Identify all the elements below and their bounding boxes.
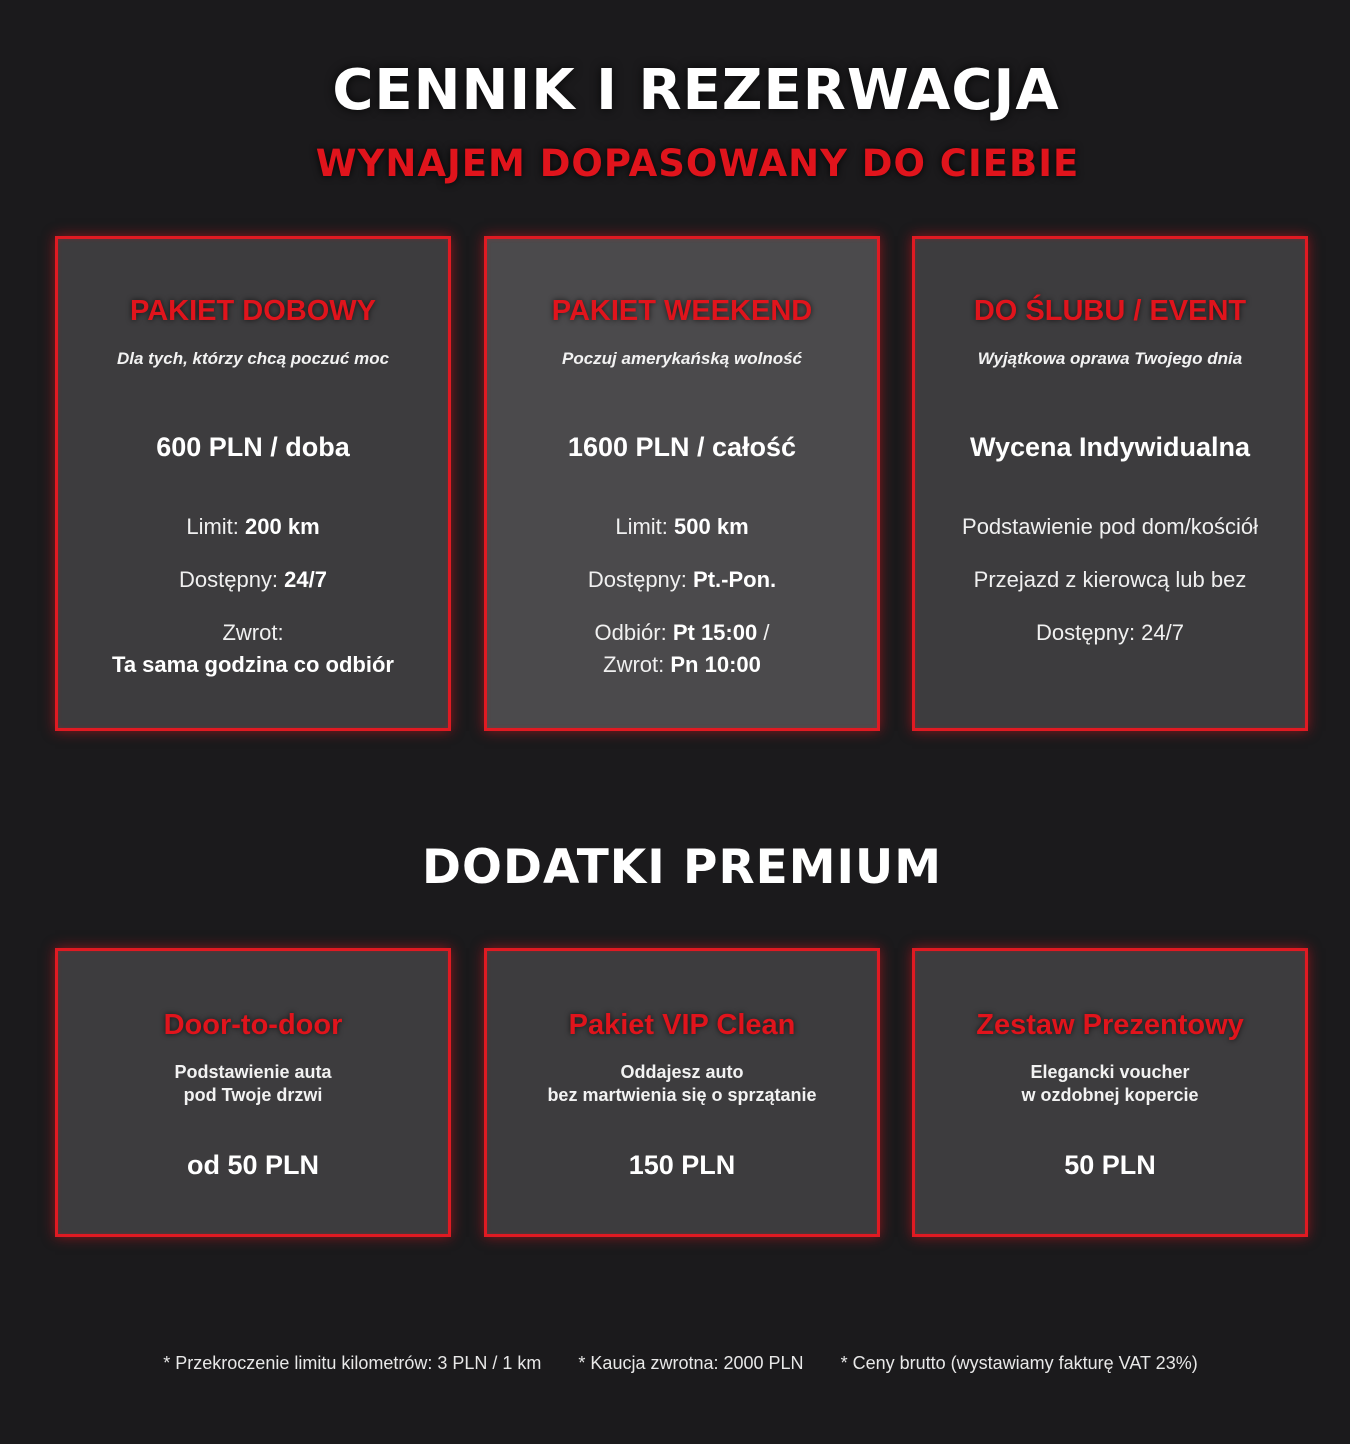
addon-desc-line: w ozdobnej kopercie	[1021, 1085, 1199, 1105]
limit-row	[487, 511, 877, 543]
addon-card-door-to-door	[55, 948, 451, 1237]
package-card-weekend	[484, 236, 880, 731]
addon-desc-line: Elegancki voucher	[1030, 1062, 1190, 1082]
package-details	[915, 511, 1305, 670]
package-tagline: Dla tych, którzy chcą poczuć moc	[116, 349, 390, 368]
addon-card-gift-set	[912, 948, 1308, 1237]
addon-description	[58, 1061, 448, 1107]
addon-desc-line: pod Twoje drzwi	[183, 1085, 323, 1105]
addon-title: Zestaw Prezentowy	[976, 1009, 1244, 1041]
addon-description	[487, 1061, 877, 1107]
limit-row	[58, 511, 448, 543]
package-price: 1600 PLN / całość	[567, 432, 797, 462]
addons-section-title: DODATKI PREMIUM	[422, 840, 942, 895]
addon-price: od 50 PLN	[186, 1150, 320, 1180]
pickup-separator: /	[757, 620, 770, 645]
package-title: PAKIET DOBOWY	[130, 295, 376, 327]
availability-label: Dostępny:	[178, 567, 279, 592]
package-card-daily	[55, 236, 451, 731]
availability-label: Dostępny:	[587, 567, 687, 592]
addon-desc-line: Podstawienie auta	[174, 1062, 332, 1082]
availability-row	[58, 564, 448, 596]
footnote-gross-prices: * Ceny brutto (wystawiamy fakturę VAT 23%)	[840, 1353, 1198, 1373]
return-label: Zwrot:	[222, 620, 284, 645]
package-title: PAKIET WEEKEND	[551, 295, 813, 327]
package-tagline: Poczuj amerykańską wolność	[562, 349, 802, 368]
footnote-deposit: * Kaucja zwrotna: 2000 PLN	[578, 1353, 804, 1373]
package-price: Wycena Indywidualna	[969, 432, 1251, 462]
limit-value: 500 km	[674, 514, 749, 539]
addon-card-vip-clean	[484, 948, 880, 1237]
pickup-value: Pt 15:00	[672, 620, 758, 645]
addon-desc-line: bez martwienia się o sprzątanie	[547, 1085, 817, 1105]
footnote-km-limit: * Przekroczenie limitu kilometrów: 3 PLN / 1 km	[163, 1353, 542, 1373]
return-value: Pn 10:00	[670, 652, 761, 677]
limit-value: 200 km	[245, 514, 320, 539]
package-details	[487, 511, 877, 702]
addon-price: 150 PLN	[628, 1150, 736, 1180]
footnotes	[0, 1353, 1350, 1374]
limit-label: Limit:	[615, 514, 668, 539]
pickup-return-row	[487, 617, 877, 681]
availability-row: Dostępny: 24/7	[1036, 620, 1184, 645]
package-details	[58, 511, 448, 702]
availability-row	[487, 564, 877, 596]
addon-description	[915, 1061, 1305, 1107]
addon-title: Pakiet VIP Clean	[568, 1009, 796, 1041]
page-title: CENNIK I REZERWACJA	[332, 58, 1060, 123]
package-card-wedding-event	[912, 236, 1308, 731]
addon-desc-line: Oddajesz auto	[620, 1062, 744, 1082]
limit-label: Limit:	[186, 514, 239, 539]
page-subtitle: WYNAJEM DOPASOWANY DO CIEBIE	[315, 142, 1080, 185]
return-value: Ta sama godzina co odbiór	[112, 652, 394, 677]
package-tagline: Wyjątkowa oprawa Twojego dnia	[977, 349, 1243, 368]
addon-price: 50 PLN	[1064, 1150, 1156, 1180]
delivery-row: Podstawienie pod dom/kościół	[962, 514, 1258, 539]
package-title: DO ŚLUBU / EVENT	[973, 295, 1247, 327]
availability-value: Pt.-Pon.	[693, 567, 777, 592]
addon-title: Door-to-door	[163, 1009, 343, 1041]
return-row	[58, 617, 448, 681]
return-label: Zwrot:	[603, 652, 665, 677]
driver-row: Przejazd z kierowcą lub bez	[973, 567, 1247, 592]
availability-value: 24/7	[284, 567, 327, 592]
pickup-label: Odbiór:	[594, 620, 667, 645]
package-price: 600 PLN / doba	[156, 432, 350, 462]
